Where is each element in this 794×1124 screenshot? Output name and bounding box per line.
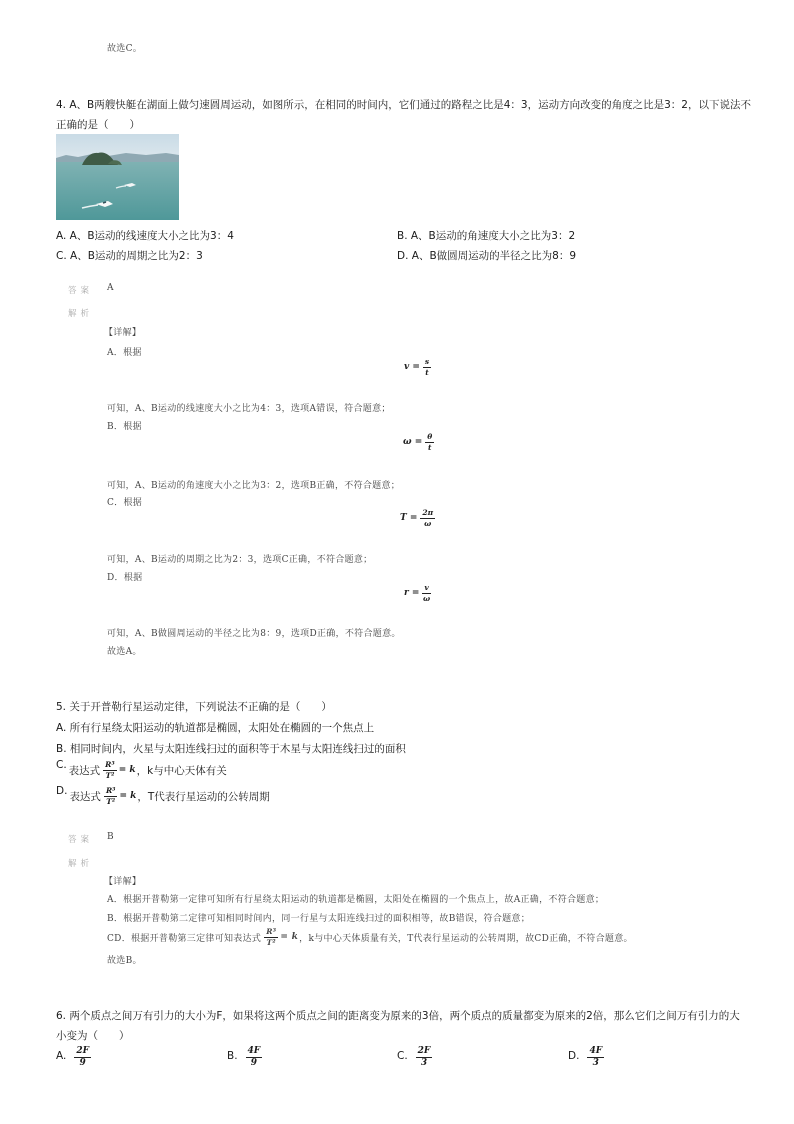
- q5-answer-value: B: [107, 832, 114, 842]
- q5-answer-label: 答案: [68, 835, 94, 845]
- option-text: 表达式: [68, 764, 101, 777]
- q5-detail-title: 【详解】: [104, 877, 142, 887]
- q4-step-c-conclusion: 可知，A、B运动的周期之比为2：3，选项C正确，不符合题意；: [107, 555, 373, 565]
- q5-conclusion: 故选B。: [107, 956, 142, 966]
- q4-step-b-intro: B．根据: [107, 422, 142, 432]
- q5-option-d[interactable]: [56, 787, 270, 805]
- option-letter: A.: [56, 1050, 67, 1062]
- formula-den: T²: [266, 937, 276, 947]
- formula-radius: [404, 584, 431, 602]
- q4-detail-title: 【详解】: [104, 328, 142, 338]
- q5-step-cd: [107, 928, 633, 946]
- option-text: 表达式: [69, 790, 101, 803]
- kepler-third-law-formula: [104, 787, 136, 805]
- q4-step-a-conclusion: 可知，A、B运动的线速度大小之比为4：3，选项A错误，符合题意；: [107, 404, 391, 414]
- formula-den: t: [428, 442, 432, 452]
- q5-option-a[interactable]: A. 所有行星绕太阳运动的轨道都是椭圆，太阳处在椭圆的一个焦点上: [56, 722, 375, 734]
- kepler-third-law-formula: [103, 761, 135, 779]
- q4-step-d-intro: D．根据: [107, 573, 143, 583]
- formula-lhs: v =: [404, 362, 420, 372]
- q6-option-d[interactable]: [568, 1044, 604, 1068]
- formula-rhs: = k: [118, 765, 136, 775]
- q5-step-a: A．根据开普勒第一定律可知所有行星绕太阳运动的轨道都是椭圆，太阳处在椭圆的一个焦点上，故A正确，不符合题意；: [107, 895, 605, 905]
- option-letter: B.: [227, 1050, 238, 1062]
- q6-stem-line1: 6. 两个质点之间万有引力的大小为F，如果将这两个质点之间的距离变为原来的3倍，两个质点的质量都变为原来的2倍，那么它们之间万有引力的大: [56, 1010, 740, 1022]
- option-num: 2F: [417, 1046, 431, 1056]
- formula-lhs: r =: [404, 588, 420, 598]
- q4-conclusion: 故选A。: [107, 647, 142, 657]
- option-text: ，k与中心天体有关: [136, 764, 227, 777]
- formula-lhs: T =: [400, 513, 418, 523]
- option-den: 9: [79, 1058, 86, 1068]
- q5-step-b: B．根据开普勒第二定律可知相同时间内，同一行星与太阳连线扫过的面积相等，故B错误，符合题意；: [107, 914, 531, 924]
- formula-num: s: [424, 357, 430, 366]
- formula-num: R³: [105, 786, 116, 795]
- q4-option-d[interactable]: D. A、B做圆周运动的半径之比为8：9: [397, 250, 577, 262]
- formula-period: [400, 509, 435, 527]
- q4-step-b-conclusion: 可知，A、B运动的角速度大小之比为3：2，选项B正确，不符合题意；: [107, 481, 401, 491]
- q4-option-b[interactable]: B. A、B运动的角速度大小之比为3：2: [397, 230, 576, 242]
- option-letter: D.: [568, 1050, 580, 1062]
- option-letter: C.: [56, 759, 67, 771]
- option-letter: C.: [397, 1050, 408, 1062]
- formula-den: t: [425, 367, 429, 377]
- q5-option-b[interactable]: B. 相同时间内，火星与太阳连线扫过的面积等于木星与太阳连线扫过的面积: [56, 743, 406, 755]
- q4-answer-value: A: [107, 283, 114, 293]
- q6-option-b[interactable]: [227, 1044, 262, 1068]
- q4-option-c[interactable]: C. A、B运动的周期之比为2：3: [56, 250, 203, 262]
- formula-den: ω: [423, 593, 431, 603]
- q4-step-c-intro: C．根据: [107, 498, 143, 508]
- step-text: ，k与中心天体质量有关，T代表行星运动的公转周期，故CD正确，不符合题意。: [299, 933, 633, 944]
- option-num: 2F: [76, 1046, 89, 1056]
- formula-linear-velocity: [404, 358, 431, 376]
- formula-den: ω: [424, 518, 432, 528]
- q6-stem-line2: 小变为（ ）: [56, 1030, 130, 1042]
- q4-option-a[interactable]: A. A、B运动的线速度大小之比为3：4: [56, 230, 234, 242]
- option-text: ，T代表行星运动的公转周期: [137, 790, 270, 803]
- option-den: 3: [420, 1058, 428, 1068]
- formula-den: T²: [105, 770, 115, 780]
- q4-answer-label: 答案: [68, 286, 94, 296]
- formula-rhs: = k: [280, 932, 299, 942]
- step-text: CD．根据开普勒第三定律可知表达式: [107, 933, 262, 944]
- option-letter: D.: [56, 785, 68, 797]
- prev-conclusion: 故选C。: [107, 44, 143, 54]
- q5-stem: 5. 关于开普勒行星运动定律，下列说法不正确的是（ ）: [56, 701, 332, 713]
- option-den: 9: [250, 1058, 257, 1068]
- formula-rhs: = k: [119, 791, 137, 801]
- speedboats-photo: [56, 134, 179, 220]
- q4-step-d-conclusion: 可知，A、B做圆周运动的半径之比为8：9，选项D正确，不符合题意。: [107, 629, 401, 639]
- formula-num: R³: [105, 760, 115, 769]
- q6-option-c[interactable]: [397, 1044, 432, 1068]
- formula-lhs: ω =: [403, 437, 423, 447]
- formula-num: R³: [266, 927, 277, 936]
- formula-den: T²: [106, 796, 116, 806]
- option-num: 4F: [247, 1046, 261, 1056]
- formula-num: v: [424, 583, 429, 592]
- formula-num: 2π: [422, 508, 434, 517]
- formula-angular-velocity: [403, 433, 434, 451]
- q6-option-a[interactable]: [56, 1044, 91, 1068]
- q4-step-a-intro: A．根据: [107, 348, 142, 358]
- option-den: 3: [592, 1058, 599, 1068]
- option-num: 4F: [589, 1046, 603, 1056]
- kepler-third-law-formula: [264, 928, 298, 946]
- formula-num: θ: [427, 432, 433, 441]
- q5-analysis-label: 解析: [68, 859, 94, 869]
- q4-stem-line2: 正确的是（ ）: [56, 119, 140, 131]
- q4-stem-line1: 4. A、B两艘快艇在湖面上做匀速圆周运动，如图所示，在相同的时间内，它们通过的路程之比是4：3，运动方向改变的角度之比是3：2，以下说法不: [56, 99, 751, 111]
- q4-analysis-label: 解析: [68, 309, 94, 319]
- q5-option-c[interactable]: [56, 761, 227, 779]
